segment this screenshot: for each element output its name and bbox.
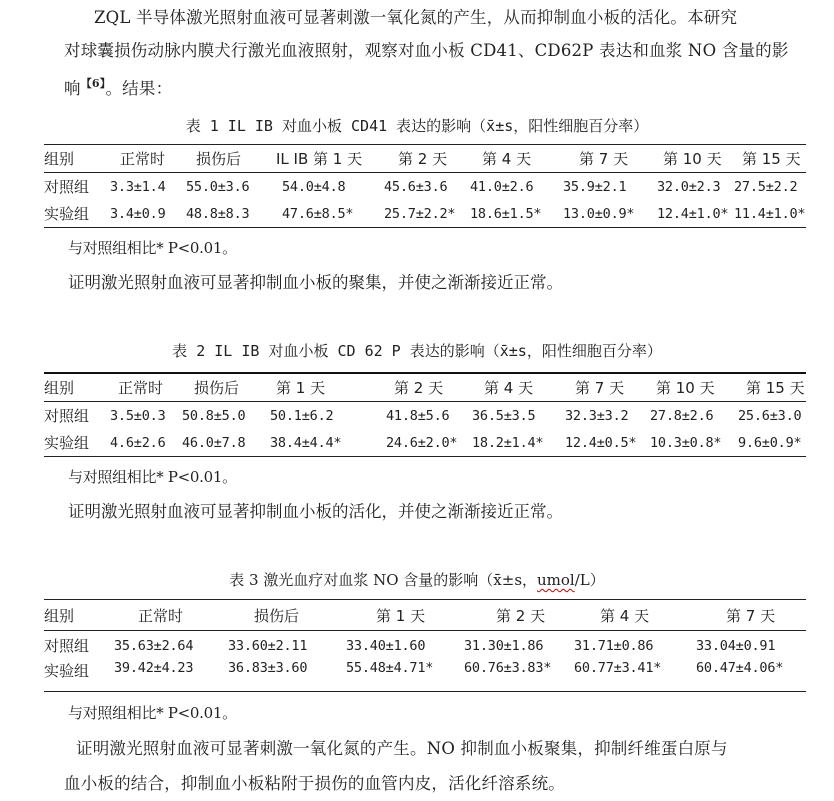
table1-conclusion: 证明激光照射血液可显著抑制血小板的聚集，并使之渐渐接近正常。	[68, 273, 563, 292]
table-cell: 33.04±0.91	[696, 637, 776, 654]
table1-header: 第 10 天	[649, 145, 734, 173]
table3-header: 第 2 天	[460, 600, 574, 631]
table-cell: 25.6±3.0	[738, 407, 802, 424]
table-row	[44, 429, 806, 457]
table3-header-row	[44, 600, 806, 631]
group-label: 对照组	[44, 178, 90, 196]
table-cell: 18.2±1.4*	[462, 429, 555, 457]
table1	[44, 144, 806, 228]
group-label: 实验组	[44, 660, 114, 692]
citation-ref: 【6】	[80, 77, 106, 90]
table-cell: 35.9±2.1	[563, 178, 627, 195]
table-cell: 31.71±0.86	[574, 637, 654, 654]
table-cell: 33.40±1.60	[346, 637, 426, 654]
table-cell: 32.3±3.2	[565, 407, 629, 424]
table-cell: 24.6±2.0*	[370, 429, 462, 457]
table-cell: 32.0±2.3	[657, 178, 721, 195]
table2-header: 第 10 天	[648, 373, 738, 402]
table3-conclusion-line-2: 血小板的结合，抑制血小板粘附于损伤的血管内皮，活化纤溶系统。	[64, 774, 565, 793]
table3-header: 正常时	[114, 600, 228, 631]
table1-header: 第 2 天	[374, 145, 464, 173]
table-cell: 4.6±2.6	[110, 429, 182, 457]
table-cell: 12.4±0.5*	[555, 429, 648, 457]
table-cell: 47.6±8.5*	[272, 200, 374, 228]
table2	[44, 372, 806, 457]
group-label: 实验组	[44, 429, 110, 457]
table-cell: 27.8±2.6	[650, 407, 714, 424]
table-cell: 3.4±0.9	[110, 200, 186, 228]
table-cell: 38.4±4.4*	[268, 429, 370, 457]
table-cell: 39.42±4.23	[114, 660, 228, 692]
table-cell: 18.6±1.5*	[464, 200, 555, 228]
table-row	[44, 173, 806, 201]
table3-note: 与对照组相比* P<0.01。	[68, 704, 237, 722]
table-cell: 48.8±8.3	[186, 200, 272, 228]
table2-header: 第 4 天	[462, 373, 555, 402]
table2-header: 第 1 天	[268, 373, 370, 402]
table-cell: 36.83±3.60	[228, 660, 344, 692]
table-cell: 60.47±4.06*	[696, 660, 806, 692]
table-cell: 3.3±1.4	[110, 178, 166, 195]
table1-caption: 表 1 IL IB 对血小板 CD41 表达的影响（x̄±s，阳性细胞百分率）	[185, 117, 649, 135]
table1-header: IL IB 第 1 天	[272, 145, 374, 173]
group-label: 实验组	[44, 200, 110, 228]
table3-header: 第 7 天	[696, 600, 806, 631]
intro-line-1: ZQL 半导体激光照射血液可显著刺激一氧化氮的产生，从而抑制血小板的活化。本研究	[94, 8, 738, 27]
table3-caption: 表 3 激光血疗对血浆 NO 含量的影响（x̄±s，umol/L）	[229, 571, 605, 589]
table-cell: 60.76±3.83*	[460, 660, 574, 692]
spellcheck-underline: umol	[537, 571, 575, 589]
table2-header: 组别	[44, 373, 110, 402]
table1-header: 损伤后	[186, 145, 272, 173]
table2-header: 第 7 天	[555, 373, 648, 402]
table3-header: 第 4 天	[574, 600, 696, 631]
table1-header: 组别	[44, 145, 110, 173]
table-cell: 25.7±2.2*	[374, 200, 464, 228]
table2-header-row	[44, 373, 806, 402]
table2-note: 与对照组相比* P<0.01。	[68, 468, 237, 486]
table-cell: 55.48±4.71*	[344, 660, 460, 692]
table-cell: 45.6±3.6	[384, 178, 448, 195]
table-cell: 13.0±0.9*	[555, 200, 649, 228]
table3	[44, 599, 806, 692]
table-cell: 36.5±3.5	[472, 407, 536, 424]
table-cell: 10.3±0.8*	[648, 429, 738, 457]
intro-line-3: 响$^{【6】}$。结果：	[64, 77, 173, 98]
table-cell: 50.1±6.2	[270, 407, 334, 424]
table2-header: 第 15 天	[738, 373, 806, 402]
table-cell: 54.0±4.8	[282, 178, 346, 195]
table-cell: 33.60±2.11	[228, 637, 308, 654]
table2-caption: 表 2 IL IB 对血小板 CD 62 P 表达的影响（x̄±s，阳性细胞百分率）	[172, 342, 662, 360]
intro-line-2: 对球囊损伤动脉内膜犬行激光血液照射，观察对血小板 CD41、CD62P 表达和血浆 NO 含量的影	[64, 41, 789, 60]
table-cell: 3.5±0.3	[110, 407, 166, 424]
table-row	[44, 660, 806, 692]
table-cell: 50.8±5.0	[182, 407, 246, 424]
table1-header: 第 4 天	[464, 145, 555, 173]
table2-header: 损伤后	[182, 373, 268, 402]
table-cell: 31.30±1.86	[464, 637, 544, 654]
table2-conclusion: 证明激光照射血液可显著抑制血小板的活化，并使之渐渐接近正常。	[68, 502, 563, 521]
table2-header: 正常时	[110, 373, 182, 402]
table-cell: 9.6±0.9*	[738, 429, 806, 457]
table-row	[44, 631, 806, 661]
table3-conclusion	[64, 731, 818, 801]
table1-header: 第 15 天	[734, 145, 806, 173]
table1-note: 与对照组相比* P<0.01。	[68, 239, 237, 257]
table-cell: 27.5±2.2	[734, 178, 798, 195]
table-row	[44, 402, 806, 430]
table3-header: 第 1 天	[344, 600, 460, 631]
table-cell: 41.0±2.6	[470, 178, 534, 195]
table-cell: 12.4±1.0*	[649, 200, 734, 228]
table-cell: 11.4±1.0*	[734, 200, 806, 228]
table3-conclusion-line-1: 证明激光照射血液可显著刺激一氧化氮的产生。NO 抑制血小板聚集，抑制纤维蛋白原与	[76, 739, 728, 758]
table-cell: 35.63±2.64	[114, 637, 194, 654]
table2-header: 第 2 天	[370, 373, 462, 402]
table3-header: 组别	[44, 600, 114, 631]
group-label: 对照组	[44, 637, 90, 655]
table3-header: 损伤后	[228, 600, 344, 631]
table1-header-row	[44, 145, 806, 173]
table-cell: 60.77±3.41*	[574, 660, 696, 692]
group-label: 对照组	[44, 407, 90, 425]
table1-header: 第 7 天	[555, 145, 649, 173]
table-cell: 41.8±5.6	[386, 407, 450, 424]
table-cell: 55.0±3.6	[186, 178, 250, 195]
table-cell: 46.0±7.8	[182, 429, 268, 457]
intro-paragraph	[66, 1, 816, 105]
table1-header: 正常时	[110, 145, 186, 173]
table-row	[44, 200, 806, 228]
